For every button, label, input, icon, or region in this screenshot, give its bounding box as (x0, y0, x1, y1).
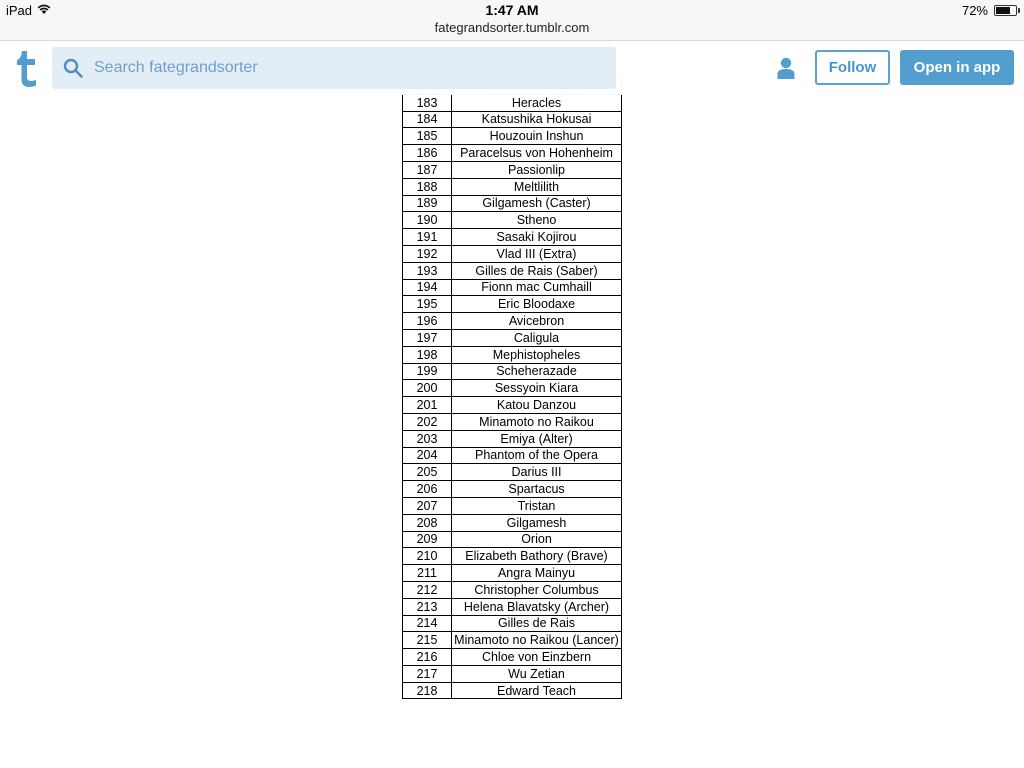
rank-cell: 215 (403, 632, 452, 649)
rank-cell: 195 (403, 296, 452, 313)
servant-name-cell: Emiya (Alter) (452, 430, 622, 447)
table-row (403, 363, 622, 380)
follow-button[interactable]: Follow (815, 50, 890, 85)
rank-cell: 202 (403, 413, 452, 430)
table-row (403, 178, 622, 195)
table-row (403, 598, 622, 615)
rank-cell: 204 (403, 447, 452, 464)
table-row (403, 447, 622, 464)
rank-cell: 207 (403, 497, 452, 514)
servant-name-cell: Chloe von Einzbern (452, 649, 622, 666)
table-row (403, 94, 622, 111)
table-row (403, 548, 622, 565)
servant-table (402, 77, 622, 699)
rank-cell: 201 (403, 397, 452, 414)
rank-cell: 211 (403, 565, 452, 582)
table-row (403, 481, 622, 498)
servant-name-cell: Passionlip (452, 161, 622, 178)
servant-name-cell: Minamoto no Raikou (Lancer) (452, 632, 622, 649)
rank-cell: 187 (403, 161, 452, 178)
table-row (403, 111, 622, 128)
rank-cell: 189 (403, 195, 452, 212)
servant-name-cell: Gilgamesh (452, 514, 622, 531)
table-row (403, 346, 622, 363)
user-icon[interactable] (776, 57, 796, 79)
battery-icon (994, 5, 1017, 16)
rank-cell: 198 (403, 346, 452, 363)
servant-name-cell: Katsushika Hokusai (452, 111, 622, 128)
rank-cell: 190 (403, 212, 452, 229)
rank-cell: 193 (403, 262, 452, 279)
rank-cell: 212 (403, 581, 452, 598)
servant-name-cell: Heracles (452, 94, 622, 111)
rank-cell: 210 (403, 548, 452, 565)
table-row (403, 581, 622, 598)
rank-cell: 186 (403, 145, 452, 162)
table-row (403, 380, 622, 397)
rank-cell: 183 (403, 94, 452, 111)
table-body (403, 78, 622, 699)
table-row (403, 161, 622, 178)
servant-name-cell: Helena Blavatsky (Archer) (452, 598, 622, 615)
servant-name-cell: Tristan (452, 497, 622, 514)
search-box[interactable] (52, 47, 616, 89)
rank-cell: 208 (403, 514, 452, 531)
table-row (403, 329, 622, 346)
servant-name-cell: Caligula (452, 329, 622, 346)
servant-name-cell: Stheno (452, 212, 622, 229)
table-row (403, 313, 622, 330)
battery-level-fill (996, 7, 1010, 14)
open-in-app-button[interactable]: Open in app (900, 50, 1014, 85)
servant-name-cell: Gilgamesh (Caster) (452, 195, 622, 212)
table-row (403, 565, 622, 582)
servant-name-cell: Sasaki Kojirou (452, 229, 622, 246)
table-row (403, 413, 622, 430)
table-row (403, 229, 622, 246)
rank-cell: 197 (403, 329, 452, 346)
page-url[interactable]: fategrandsorter.tumblr.com (434, 20, 590, 35)
search-input[interactable] (94, 47, 594, 89)
servant-name-cell: Elizabeth Bathory (Brave) (452, 548, 622, 565)
servant-name-cell: Phantom of the Opera (452, 447, 622, 464)
table-row (403, 464, 622, 481)
rank-cell: 200 (403, 380, 452, 397)
rank-cell: 217 (403, 665, 452, 682)
rank-cell: 213 (403, 598, 452, 615)
search-icon (63, 58, 83, 78)
rank-cell: 185 (403, 128, 452, 145)
rank-cell: 194 (403, 279, 452, 296)
servant-name-cell: Sessyoin Kiara (452, 380, 622, 397)
table-row (403, 531, 622, 548)
table-row (403, 632, 622, 649)
table-row (403, 514, 622, 531)
tumblr-logo-icon[interactable] (14, 51, 40, 87)
rank-cell: 203 (403, 430, 452, 447)
servant-name-cell: Avicebron (452, 313, 622, 330)
servant-name-cell: Christopher Columbus (452, 581, 622, 598)
table-row (403, 279, 622, 296)
rank-cell: 184 (403, 111, 452, 128)
servant-name-cell: Meltlilith (452, 178, 622, 195)
device-name: iPad (6, 3, 33, 18)
servant-name-cell: Fionn mac Cumhaill (452, 279, 622, 296)
table-row (403, 665, 622, 682)
table-row (403, 262, 622, 279)
status-bar (0, 0, 1024, 41)
table-row (403, 245, 622, 262)
table-row (403, 397, 622, 414)
rank-cell: 199 (403, 363, 452, 380)
servant-name-cell: Vlad III (Extra) (452, 245, 622, 262)
servant-name-cell: Gilles de Rais (Saber) (452, 262, 622, 279)
table-row (403, 195, 622, 212)
rank-cell: 192 (403, 245, 452, 262)
servant-name-cell: Minamoto no Raikou (452, 413, 622, 430)
servant-name-cell: Wu Zetian (452, 665, 622, 682)
rank-cell: 216 (403, 649, 452, 666)
rank-cell: 214 (403, 615, 452, 632)
servant-name-cell: Mephistopheles (452, 346, 622, 363)
servant-name-cell: Orion (452, 531, 622, 548)
table-row (403, 649, 622, 666)
servant-name-cell: Spartacus (452, 481, 622, 498)
rank-cell: 205 (403, 464, 452, 481)
tumblr-header (0, 41, 1024, 95)
battery-percent: 72% (961, 3, 988, 18)
servant-name-cell: Gilles de Rais (452, 615, 622, 632)
rank-cell: 196 (403, 313, 452, 330)
servant-name-cell: Darius III (452, 464, 622, 481)
table-row (403, 128, 622, 145)
servant-name-cell: Scheherazade (452, 363, 622, 380)
table-row (403, 212, 622, 229)
clock: 1:47 AM (485, 2, 539, 18)
rank-cell: 209 (403, 531, 452, 548)
rank-cell: 191 (403, 229, 452, 246)
rank-cell: 218 (403, 682, 452, 699)
servant-name-cell: Houzouin Inshun (452, 128, 622, 145)
servant-name-cell: Edward Teach (452, 682, 622, 699)
table-row (403, 296, 622, 313)
rank-cell: 206 (403, 481, 452, 498)
table-row (403, 145, 622, 162)
table-row (403, 430, 622, 447)
servant-name-cell: Paracelsus von Hohenheim (452, 145, 622, 162)
servant-name-cell: Eric Bloodaxe (452, 296, 622, 313)
servant-name-cell: Katou Danzou (452, 397, 622, 414)
table-row (403, 615, 622, 632)
rank-cell: 188 (403, 178, 452, 195)
table-row (403, 682, 622, 699)
table-row (403, 497, 622, 514)
servant-name-cell: Angra Mainyu (452, 565, 622, 582)
